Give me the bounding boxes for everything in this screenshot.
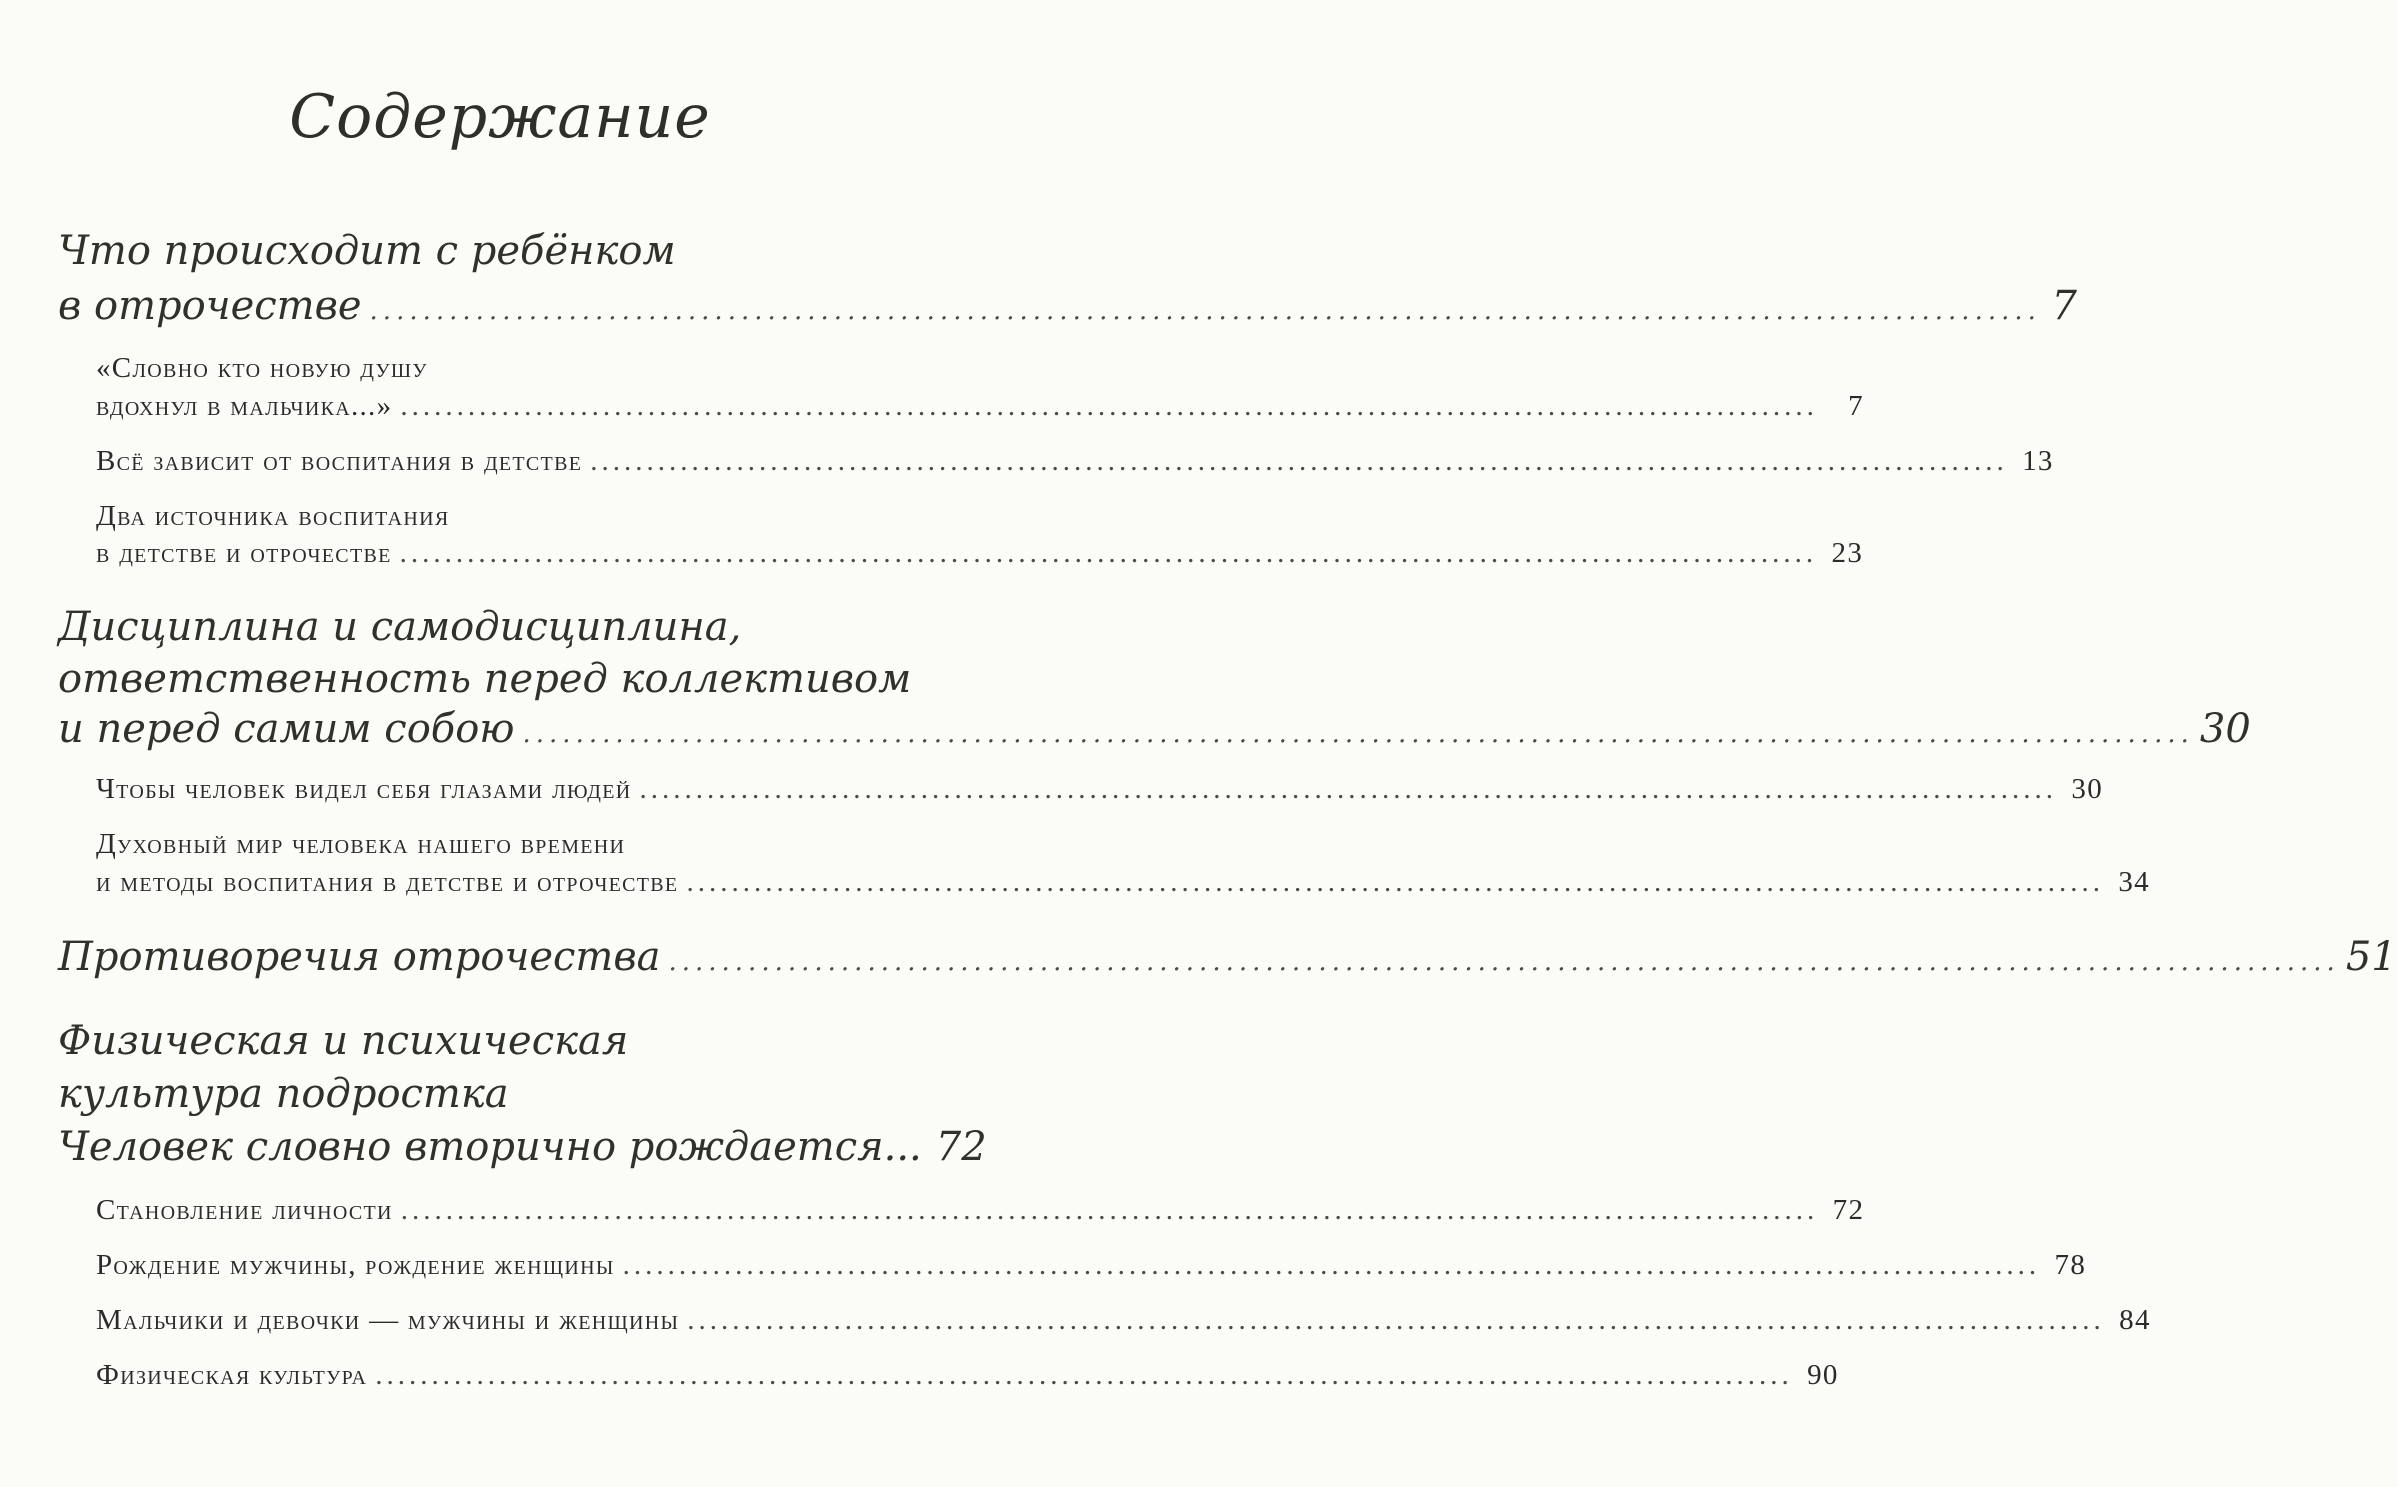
section-1-1-line-1[interactable] (96, 352, 428, 385)
section-title-text: вдохнул в мальчика...» (96, 390, 393, 422)
chapter-title-1-line-2[interactable] (58, 283, 2077, 329)
section-title-text: и методы воспитания в детстве и отрочестве (96, 866, 679, 898)
chapter-title-4-line-1[interactable] (58, 1018, 628, 1064)
dot-leader: .............................................................................................................................. (400, 1194, 1819, 1226)
section-title-text: Два источника воспитания (96, 500, 450, 532)
section-1-2[interactable] (96, 445, 2054, 478)
chapter-title-2-line-3[interactable] (58, 706, 2251, 752)
dot-leader: .............................................................................................................................. (622, 1249, 2041, 1281)
chapter-title-4-line-3[interactable] (58, 1124, 987, 1170)
page-number: 13 (2022, 445, 2054, 477)
dot-leader: .............................................................................................................................. (522, 719, 2194, 749)
page-number: 90 (1807, 1359, 1839, 1391)
dot-leader: .............................................................................................................................. (668, 947, 2340, 977)
chapter-title-3[interactable] (58, 934, 2397, 980)
page-number: 23 (1831, 537, 1864, 569)
section-title-text: Мальчики и девочки — мужчины и женщины (96, 1304, 680, 1336)
page-number: 72 (1832, 1194, 1865, 1226)
chapter-title-text: в отрочестве (58, 283, 362, 329)
dot-leader: .............................................................................................................................. (590, 445, 2008, 477)
section-title-text: Духовный мир человека нашего времени (96, 828, 626, 860)
section-2-2-line-2[interactable] (96, 866, 2150, 899)
section-1-3-line-1[interactable] (96, 500, 450, 533)
section-2-1[interactable] (96, 773, 2104, 806)
chapter-title-2-line-2[interactable] (58, 656, 911, 702)
dot-leader: .............................................................................................................................. (375, 1359, 1793, 1391)
section-title-text: Физическая культура (96, 1359, 368, 1391)
chapter-title-4-line-2[interactable] (58, 1071, 509, 1117)
section-title-text: Рождение мужчины, рождение женщины (96, 1249, 615, 1281)
chapter-title-text: Человек словно вторично рождается... (58, 1124, 922, 1170)
chapter-title-text: ответственность перед коллективом (58, 656, 912, 702)
dot-leader: .............................................................................................................................. (687, 1304, 2105, 1336)
section-4-4[interactable] (96, 1359, 1839, 1392)
page-number: 30 (2199, 706, 2251, 752)
chapter-title-1-line-1[interactable] (58, 228, 676, 274)
chapter-title-text: Дисциплина и самодисциплина, (58, 604, 742, 650)
page-number: 72 (935, 1124, 987, 1170)
section-title-text: Становление личности (96, 1194, 393, 1226)
section-1-1-line-2[interactable] (96, 390, 1864, 423)
section-title-text: в детстве и отрочестве (96, 537, 392, 569)
section-4-1[interactable] (96, 1194, 1865, 1227)
chapter-title-2-line-1[interactable] (58, 604, 741, 650)
section-4-2[interactable] (96, 1249, 2087, 1282)
section-title-text: Чтобы человек видел себя глазами людей (96, 773, 632, 805)
page-number: 78 (2054, 1249, 2087, 1281)
page-title: Содержание (289, 82, 711, 152)
dot-leader: .............................................................................................................................. (400, 390, 1818, 422)
chapter-title-text: и перед самим собою (58, 706, 515, 752)
chapter-title-text: Что происходит с ребёнком (58, 228, 676, 274)
dot-leader: .............................................................................................................................. (399, 537, 1818, 569)
chapter-title-text: Физическая и психическая (58, 1018, 629, 1064)
section-title-text: Всё зависит от воспитания в детстве (96, 445, 583, 477)
section-1-3-line-2[interactable] (96, 537, 1864, 570)
page-number: 84 (2119, 1304, 2151, 1336)
page-number: 30 (2071, 773, 2104, 805)
dot-leader: .............................................................................................................................. (369, 296, 2041, 326)
page-number: 51 (2345, 934, 2397, 980)
page-number: 7 (2051, 283, 2077, 329)
chapter-title-text: культура подростка (58, 1071, 509, 1117)
dot-leader: .............................................................................................................................. (639, 773, 2058, 805)
section-title-text: «Словно кто новую душу (96, 352, 428, 384)
section-4-3[interactable] (96, 1304, 2151, 1337)
dot-leader: .............................................................................................................................. (686, 866, 2104, 898)
page-number: 34 (2118, 866, 2150, 898)
section-2-2-line-1[interactable] (96, 828, 625, 861)
chapter-title-text: Противоречия отрочества (58, 934, 661, 980)
page-number: 7 (1848, 390, 1864, 422)
